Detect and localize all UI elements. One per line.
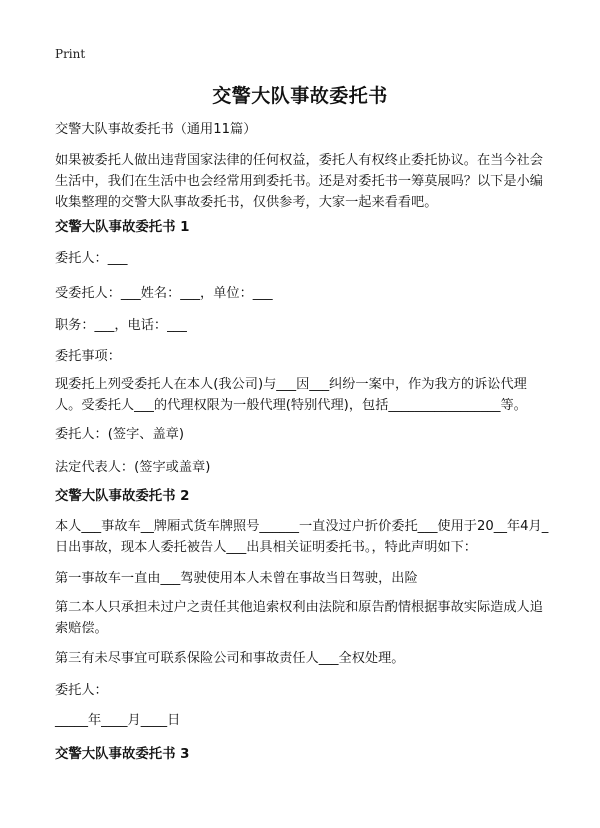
document-title: 交警大队事故委托书 <box>212 85 388 107</box>
section-1-heading: 交警大队事故委托书 1 <box>55 220 190 235</box>
document-subtitle: 交警大队事故委托书（通用11篇） <box>55 122 257 137</box>
intro-paragraph: 如果被委托人做出违背国家法律的任何权益，委托人有权终止委托协议。在当今社会生活中，我们在生活中也会经常用到委托书。还是对委托书一筹莫展吗？以下是小编收集整理的交警大队事故委托书，仅供参考，大家一起来看看吧。 <box>55 153 543 210</box>
section-1-legal-rep-signature: 法定代表人：(签字或盖章) <box>55 460 211 475</box>
print-link[interactable]: Print <box>55 47 86 61</box>
section-2-clause-3: 第三有未尽事宜可联系保险公司和事故责任人___全权处理。 <box>55 651 405 666</box>
section-1-principal-signature: 委托人：(签字、盖章) <box>55 427 184 442</box>
section-2-date: _____年____月____日 <box>55 713 181 728</box>
section-1-matters-label: 委托事项： <box>55 349 121 364</box>
section-1-position-phone: 职务：___，电话：___ <box>55 318 187 333</box>
section-2-statement: 本人___事故车__牌厢式货车牌照号______一直没过户折价委托___使用于20__年4月_日出事故，现本人委托被告人___出具相关证明委托书。，特此声明如下： <box>55 519 549 555</box>
section-2-heading: 交警大队事故委托书 2 <box>55 489 190 504</box>
section-1-matters-body: 现委托上列受委托人在本人(我公司)与___因___纠纷一案中，作为我方的诉讼代理人。受委托人___的代理权限为一般代理(特别代理)，包括_________________等。 <box>55 377 527 413</box>
section-1-principal: 委托人：___ <box>55 251 128 266</box>
section-2-clause-2: 第二本人只承担未过户之责任其他追索权利由法院和原告酌情根据事故实际造成人追索赔偿。 <box>55 600 543 636</box>
section-3-heading: 交警大队事故委托书 3 <box>55 747 190 762</box>
section-2-principal: 委托人： <box>55 683 108 698</box>
section-1-agent: 受委托人：___姓名：___，单位：___ <box>55 286 273 301</box>
section-2-clause-1: 第一事故车一直由___驾驶使用本人未曾在事故当日驾驶，出险 <box>55 571 418 586</box>
